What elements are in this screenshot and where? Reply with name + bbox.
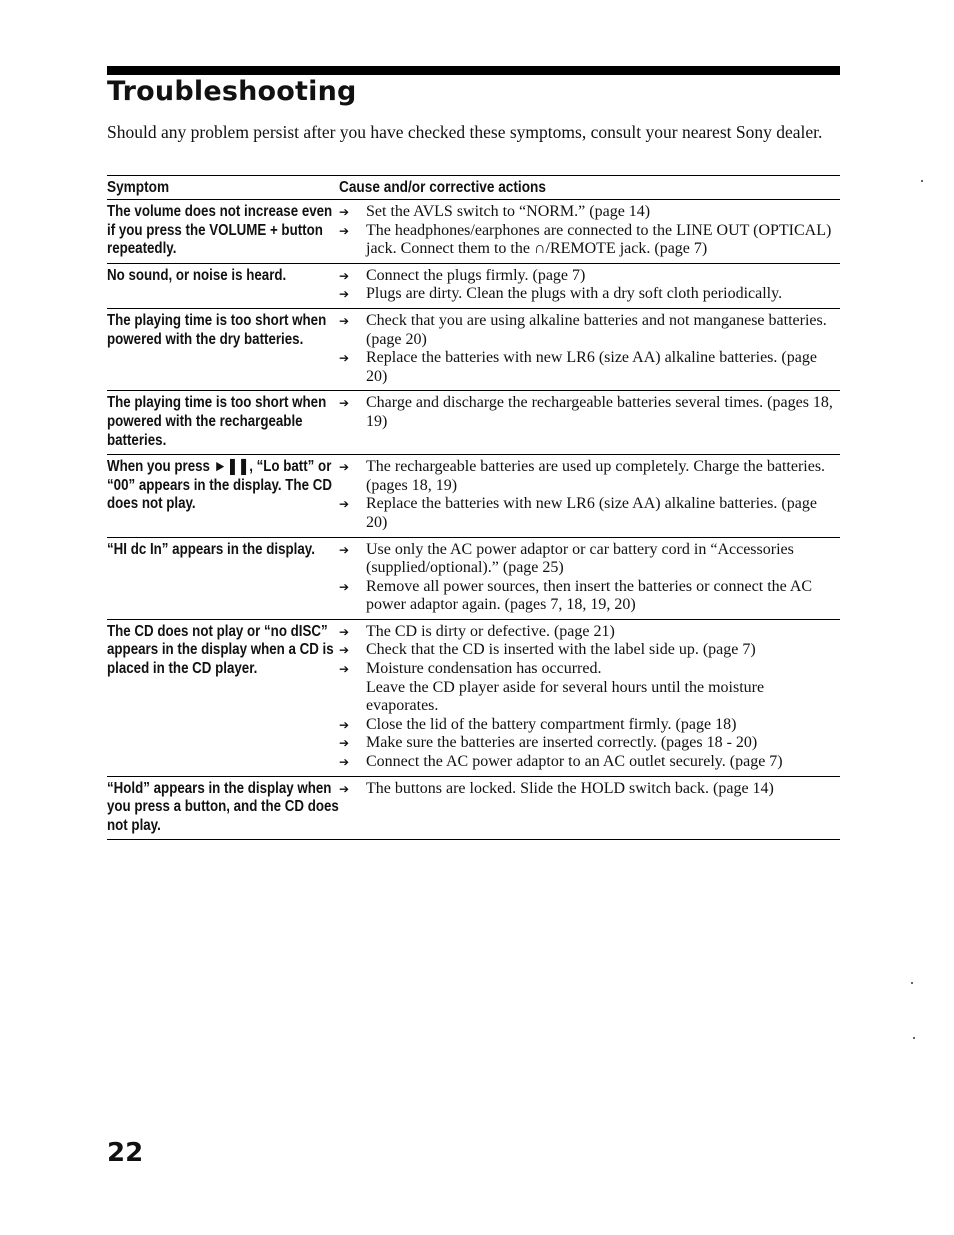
- cause-cell: [339, 623, 840, 772]
- action-item: [339, 203, 840, 222]
- action-item: [339, 222, 840, 259]
- action-text: Check that the CD is inserted with the label side up. (page 7): [366, 641, 756, 659]
- cause-cell: [339, 541, 840, 615]
- action-text: Remove all power sources, then insert the batteries or connect the AC power adaptor again. (pages 7, 18, 19, 20): [366, 577, 813, 614]
- cause-cell: [339, 203, 840, 259]
- arrow-icon: ➔: [339, 662, 350, 677]
- arrow-icon: ➔: [339, 268, 350, 283]
- action-text: The buttons are locked. Slide the HOLD switch back. (page 14): [366, 779, 774, 797]
- cause-cell: [339, 267, 840, 304]
- action-text: Connect the plugs firmly. (page 7): [366, 266, 586, 284]
- cause-cell: [339, 394, 840, 450]
- action-item: [339, 495, 840, 532]
- action-text: Leave the CD player aside for several hours until the moisture evaporates.: [366, 678, 765, 715]
- scan-speck: [913, 1037, 915, 1039]
- table-row: [107, 538, 840, 620]
- action-text: Check that you are using alkaline batteries and not manganese batteries. (page 20): [366, 311, 827, 348]
- scan-speck: [911, 982, 913, 984]
- symptom-cell: [107, 267, 339, 304]
- action-text: Make sure the batteries are inserted correctly. (pages 18 - 20): [366, 734, 758, 752]
- action-text: Close the lid of the battery compartment firmly. (page 18): [366, 715, 737, 733]
- cause-column-header: Cause and/or corrective actions: [339, 179, 546, 196]
- arrow-icon: ➔: [339, 351, 350, 366]
- action-text: Connect the AC power adaptor to an AC outlet securely. (page 7): [366, 753, 783, 771]
- action-text: The CD is dirty or defective. (page 21): [366, 622, 615, 640]
- arrow-icon: ➔: [339, 542, 350, 557]
- action-item: [339, 541, 840, 578]
- action-item: [339, 623, 840, 642]
- symptom-cell: [107, 394, 339, 450]
- cause-cell: [339, 458, 840, 532]
- troubleshooting-table: [107, 175, 840, 840]
- table-row: [107, 200, 840, 264]
- arrow-icon: ➔: [339, 643, 350, 658]
- table-row: [107, 777, 840, 840]
- arrow-icon: ➔: [339, 287, 350, 302]
- symptom-cell: [107, 541, 339, 615]
- arrow-icon: ➔: [339, 223, 350, 238]
- scan-speck: [921, 180, 923, 182]
- symptom-text: The CD does not play or “no dISC” appears in the display when a CD is placed in the CD player.: [107, 622, 334, 678]
- symptom-text: The playing time is too short when powered with the dry batteries.: [107, 311, 327, 348]
- table-body: [107, 200, 840, 839]
- table-row: [107, 455, 840, 537]
- symptom-text: “HI dc In” appears in the display.: [107, 540, 315, 558]
- symptom-text: The volume does not increase even if you press the VOLUME + button repeatedly.: [107, 203, 333, 258]
- action-item: [339, 780, 840, 799]
- table-row: [107, 620, 840, 777]
- action-item: [339, 660, 840, 679]
- page-number: 22: [107, 1138, 144, 1168]
- action-item: [339, 716, 840, 735]
- arrow-icon: ➔: [339, 717, 350, 732]
- intro-paragraph: Should any problem persist after you have checked these symptoms, consult your nearest Sony dealer.: [107, 122, 823, 142]
- symptom-cell: [107, 780, 339, 836]
- arrow-icon: ➔: [339, 624, 350, 639]
- action-item: [339, 679, 840, 716]
- table-row: [107, 264, 840, 309]
- action-text: Moisture condensation has occurred.: [366, 660, 602, 678]
- action-item: [339, 578, 840, 615]
- action-text: Use only the AC power adaptor or car battery cord in “Accessories (supplied/optional).” (page 25): [366, 540, 794, 577]
- action-item: [339, 753, 840, 772]
- action-text: Replace the batteries with new LR6 (size AA) alkaline batteries. (page 20): [366, 495, 817, 531]
- action-text: Replace the batteries with new LR6 (size AA) alkaline batteries. (page 20): [366, 349, 817, 385]
- action-text: Set the AVLS switch to “NORM.” (page 14): [366, 203, 651, 220]
- action-item: [339, 394, 840, 431]
- arrow-icon: ➔: [339, 755, 350, 770]
- page-title: Troubleshooting: [107, 76, 357, 107]
- table-row: [107, 391, 840, 455]
- arrow-icon: ➔: [339, 396, 350, 411]
- action-item: [339, 641, 840, 660]
- arrow-icon: ➔: [339, 497, 350, 512]
- symptom-text: The playing time is too short when powered with the rechargeable batteries.: [107, 394, 327, 449]
- arrow-icon: ➔: [339, 579, 350, 594]
- action-item: [339, 267, 840, 286]
- action-item: [339, 734, 840, 753]
- action-text: The rechargeable batteries are used up completely. Charge the batteries. (pages 18, 19): [366, 458, 826, 494]
- table-header-row: [107, 176, 840, 200]
- action-item: [339, 458, 840, 495]
- action-text: The headphones/earphones are connected to the LINE OUT (OPTICAL) jack. Connect them to the ∩/REMOTE jack. (page 7): [366, 221, 832, 258]
- action-text: Plugs are dirty. Clean the plugs with a dry soft cloth periodically.: [366, 285, 783, 303]
- arrow-icon: ➔: [339, 736, 350, 751]
- symptom-text: “Hold” appears in the display when you press a button, and the CD does not play.: [107, 779, 339, 834]
- symptom-text: No sound, or noise is heard.: [107, 266, 287, 284]
- symptom-cell: [107, 203, 339, 259]
- table-row: [107, 309, 840, 391]
- symptom-cell: [107, 458, 339, 532]
- symptom-column-header: Symptom: [107, 179, 170, 196]
- symptom-text: When you press ►❚❚, “Lo batt” or “00” appears in the display. The CD does not play.: [107, 458, 332, 513]
- action-item: [339, 349, 840, 386]
- arrow-icon: ➔: [339, 460, 350, 475]
- symptom-cell: [107, 623, 339, 772]
- cause-cell: [339, 780, 840, 836]
- action-item: [339, 312, 840, 349]
- title-rule: [107, 66, 840, 75]
- symptom-cell: [107, 312, 339, 386]
- cause-cell: [339, 312, 840, 386]
- arrow-icon: ➔: [339, 781, 350, 796]
- arrow-icon: ➔: [339, 313, 350, 328]
- action-text: Charge and discharge the rechargeable batteries several times. (pages 18, 19): [366, 394, 833, 430]
- action-item: [339, 285, 840, 304]
- arrow-icon: ➔: [339, 205, 350, 219]
